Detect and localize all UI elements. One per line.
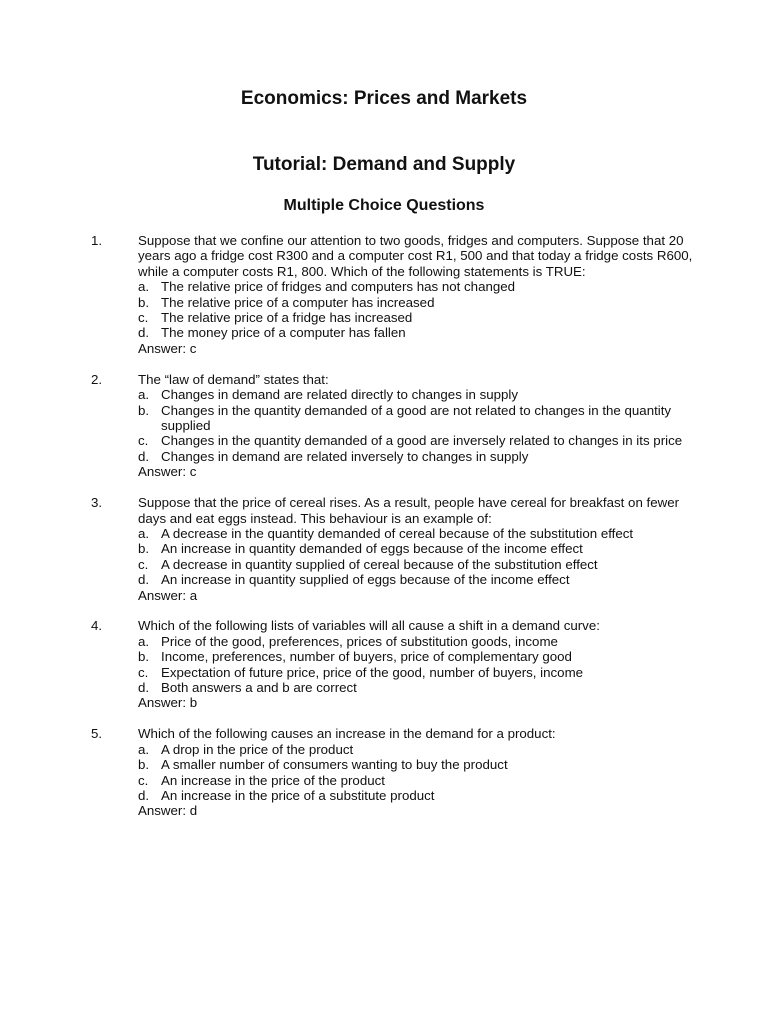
option-text: Price of the good, preferences, prices of substitution goods, income	[161, 633, 558, 649]
correct-answer: Answer: c	[138, 464, 197, 480]
answer-option	[138, 325, 706, 340]
answer-option	[138, 773, 706, 788]
answer-option	[138, 680, 706, 695]
option-letter: a.	[138, 741, 150, 757]
question-text: Suppose that the price of cereal rises. As a result, people have cereal for breakfast on fewer days and eat eggs instead. This behaviour is an example of:	[138, 495, 680, 526]
option-letter: a.	[138, 387, 150, 403]
question-text: The “law of demand” states that:	[138, 371, 329, 387]
question-body	[138, 372, 706, 480]
answer-option	[138, 742, 706, 757]
option-letter: d.	[138, 680, 150, 696]
answer-option	[138, 649, 706, 664]
answer-option	[138, 433, 706, 448]
question-item	[0, 233, 768, 356]
answer-option	[138, 449, 706, 464]
answer-option	[138, 295, 706, 310]
option-letter: c.	[138, 556, 149, 572]
answer-option	[138, 665, 706, 680]
answer-option	[138, 557, 706, 572]
answer-options	[138, 526, 706, 588]
option-letter: b.	[138, 649, 150, 665]
option-letter: d.	[138, 448, 150, 464]
option-text: An increase in quantity supplied of eggs because of the income effect	[161, 572, 570, 588]
answer-option	[138, 541, 706, 556]
option-letter: b.	[138, 757, 150, 773]
option-text: An increase in quantity demanded of eggs because of the income effect	[161, 541, 583, 557]
correct-answer: Answer: a	[138, 587, 198, 603]
option-text: The relative price of a fridge has increased	[161, 310, 413, 326]
question-body	[138, 726, 706, 818]
option-text: Changes in demand are related directly to changes in supply	[161, 387, 519, 403]
option-letter: b.	[138, 294, 150, 310]
option-text: A drop in the price of the product	[161, 741, 354, 757]
option-text: Both answers a and b are correct	[161, 680, 357, 696]
correct-answer: Answer: c	[138, 340, 197, 356]
option-letter: b.	[138, 402, 150, 418]
answer-options	[138, 279, 706, 341]
option-text: A decrease in the quantity demanded of cereal because of the substitution effect	[161, 525, 634, 541]
answer-option	[138, 387, 706, 402]
option-text: An increase in the price of a substitute product	[161, 788, 435, 803]
question-number: 1.	[91, 233, 103, 248]
option-text: An increase in the price of the product	[161, 772, 385, 788]
answer-option	[138, 572, 706, 587]
question-body	[138, 233, 706, 356]
answer-option	[138, 634, 706, 649]
option-letter: d.	[138, 325, 150, 341]
answer-option	[138, 279, 706, 294]
correct-answer: Answer: d	[138, 803, 198, 819]
correct-answer: Answer: b	[138, 695, 198, 711]
option-text: The relative price of fridges and computers has not changed	[161, 279, 516, 295]
course-title: Economics: Prices and Markets	[240, 88, 528, 109]
question-text: Which of the following lists of variables will all cause a shift in a demand curve:	[138, 618, 600, 634]
answer-option	[138, 310, 706, 325]
option-text: The relative price of a computer has increased	[161, 294, 435, 310]
question-item	[0, 372, 768, 480]
question-number: 5.	[91, 726, 103, 742]
question-item	[0, 726, 768, 818]
option-text: A smaller number of consumers wanting to buy the product	[161, 757, 508, 773]
option-letter: a.	[138, 525, 150, 541]
answer-options	[138, 387, 706, 464]
option-letter: c.	[138, 772, 149, 788]
answer-options	[138, 634, 706, 696]
option-letter: c.	[138, 433, 149, 449]
question-number: 2.	[91, 371, 103, 387]
option-text: Income, preferences, number of buyers, price of complementary good	[161, 649, 572, 665]
option-letter: c.	[138, 664, 149, 680]
question-number: 4.	[91, 618, 103, 634]
option-text: A decrease in quantity supplied of cereal because of the substitution effect	[161, 556, 598, 572]
question-body	[138, 495, 706, 603]
option-letter: d.	[138, 572, 150, 588]
answer-option	[138, 788, 706, 803]
option-letter: a.	[138, 633, 150, 649]
option-text: The money price of a computer has fallen	[161, 325, 406, 341]
question-text: Suppose that we confine our attention to two goods, fridges and computers. Suppose that 20 years ago a fridge cost R300 and a computer cost R1, 500 and that today a fridge costs R600, while a computer costs R1, 800. Which of the following statements is TRUE:	[138, 233, 693, 279]
answer-option	[138, 403, 706, 434]
option-letter: c.	[138, 310, 149, 326]
tutorial-title: Tutorial: Demand and Supply	[252, 154, 516, 175]
question-item	[0, 618, 768, 710]
answer-option	[138, 526, 706, 541]
question-number: 3.	[91, 495, 103, 511]
option-letter: d.	[138, 788, 150, 803]
option-text: Changes in the quantity demanded of a good are not related to changes in the quantity supplied	[161, 402, 672, 433]
option-letter: b.	[138, 541, 150, 557]
question-list	[0, 233, 768, 834]
option-text: Changes in demand are related inversely to changes in supply	[161, 448, 529, 464]
section-title: Multiple Choice Questions	[283, 197, 485, 214]
question-body	[138, 618, 706, 710]
option-text: Expectation of future price, price of the good, number of buyers, income	[161, 664, 584, 680]
answer-options	[138, 742, 706, 804]
question-item	[0, 495, 768, 603]
question-text: Which of the following causes an increase in the demand for a product:	[138, 726, 556, 742]
answer-option	[138, 757, 706, 772]
option-text: Changes in the quantity demanded of a good are inversely related to changes in its price	[161, 433, 683, 449]
option-letter: a.	[138, 279, 150, 295]
